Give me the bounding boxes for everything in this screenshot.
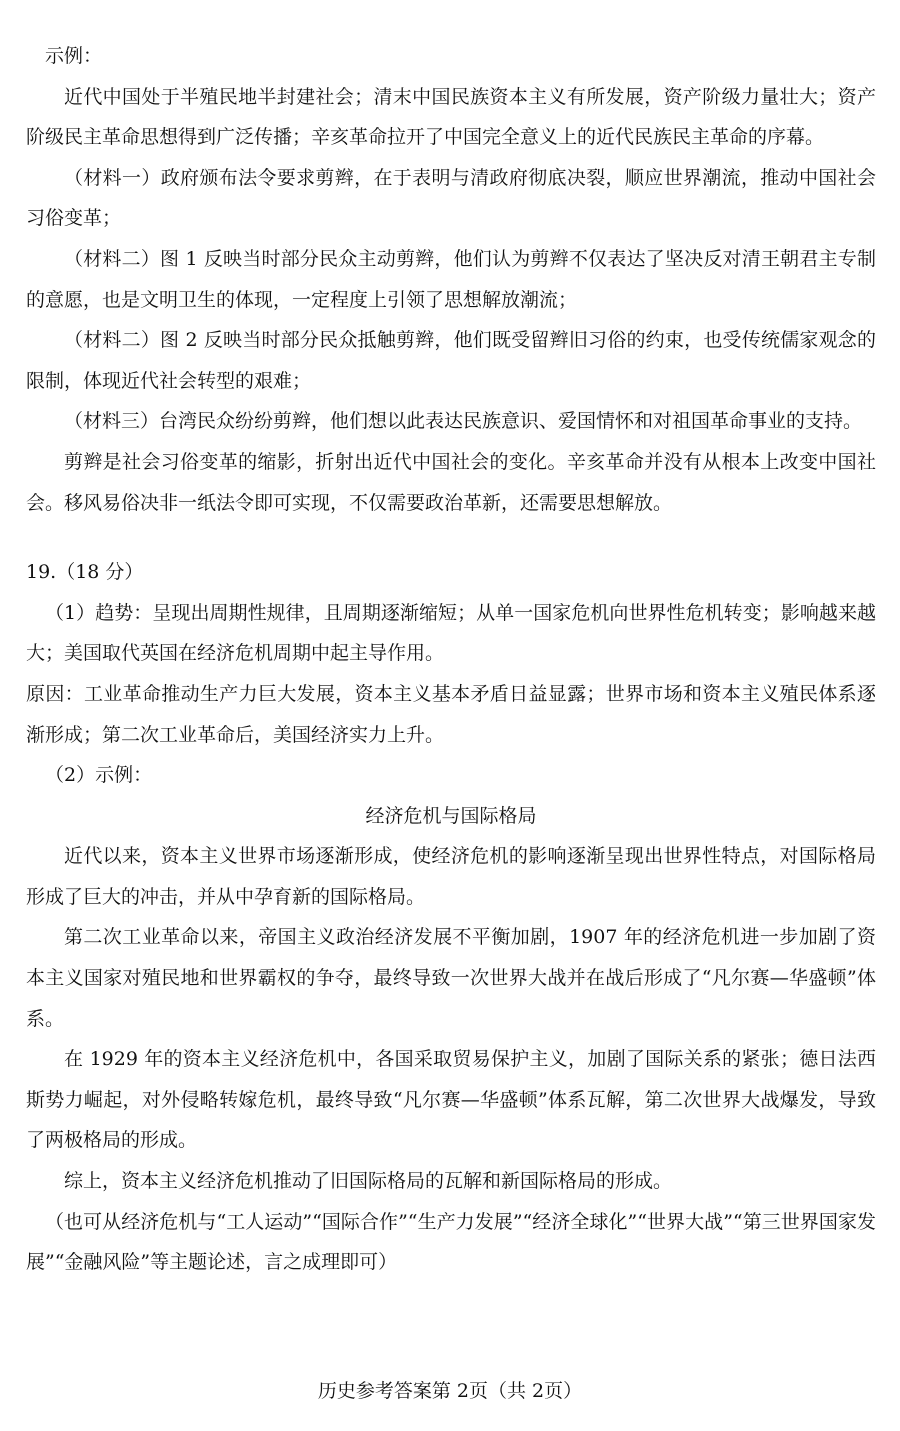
part-2-label: （2）示例：	[45, 764, 153, 787]
section-gap	[26, 523, 876, 552]
essay-note: （也可从经济危机与“工人运动”“国际合作”“生产力发展”“经济全球化”“世界大战”“第三世界国家发展”“金融风险”等主题论述，言之成理即可）	[26, 1210, 876, 1274]
example-label: 示例：	[45, 45, 103, 67]
material-two-figure-2-paragraph: （材料二）图 2 反映当时部分民众抵触剪辫，他们既受留辫旧习俗的约束，也受传统儒家观念的限制，体现近代社会转型的艰难；	[26, 329, 876, 392]
answer-page-body	[26, 36, 876, 1283]
page-footer: 历史参考答案第 2页（共 2页）	[317, 1380, 583, 1402]
essay-paragraph-4: 综上，资本主义经济危机推动了旧国际格局的瓦解和新国际格局的形成。	[64, 1170, 673, 1193]
conclusion-paragraph: 剪辫是社会习俗变革的缩影，折射出近代中国社会的变化。辛亥革命并没有从根本上改变中国社会。移风易俗决非一纸法令即可实现，不仅需要政治革新，还需要思想解放。	[26, 450, 876, 514]
essay-paragraph-3: 在 1929 年的资本主义经济危机中，各国采取贸易保护主义，加剧了国际关系的紧张；德日法西斯势力崛起，对外侵略转嫁危机，最终导致“凡尔赛—华盛顿”体系瓦解，第二次世界大战爆发，导致了两极格局的形成。	[26, 1048, 876, 1152]
material-three-paragraph: （材料三）台湾民众纷纷剪辫，他们想以此表达民族意识、爱国情怀和对祖国革命事业的支持。	[64, 410, 863, 433]
question-19-heading: 19.（18 分）	[26, 561, 144, 584]
essay-title: 经济危机与国际格局	[365, 804, 537, 827]
part-1-trend: （1）趋势：呈现出周期性规律，且周期逐渐缩短；从单一国家危机向世界性危机转变；影响越来越大；美国取代英国在经济危机周期中起主导作用。	[26, 601, 876, 665]
essay-paragraph-1: 近代以来，资本主义世界市场逐渐形成，使经济危机的影响逐渐呈现出世界性特点，对国际格局形成了巨大的冲击，并从中孕育新的国际格局。	[26, 845, 876, 908]
essay-paragraph-2: 第二次工业革命以来，帝国主义政治经济发展不平衡加剧，1907 年的经济危机进一步加剧了资本主义国家对殖民地和世界霸权的争夺，最终导致一次世界大战并在战后形成了“凡尔赛—华盛顿”体系。	[26, 926, 876, 1030]
material-one-paragraph: （材料一）政府颁布法令要求剪辫，在于表明与清政府彻底决裂，顺应世界潮流，推动中国社会习俗变革；	[26, 166, 876, 230]
intro-paragraph: 近代中国处于半殖民地半封建社会；清末中国民族资本主义有所发展，资产阶级力量壮大；资产阶级民主革命思想得到广泛传播；辛亥革命拉开了中国完全意义上的近代民族民主革命的序幕。	[26, 85, 876, 149]
part-1-reason: 原因：工业革命推动生产力巨大发展，资本主义基本矛盾日益显露；世界市场和资本主义殖民体系逐渐形成；第二次工业革命后，美国经济实力上升。	[26, 682, 876, 746]
material-two-figure-1-paragraph: （材料二）图 1 反映当时部分民众主动剪辫，他们认为剪辫不仅表达了坚决反对清王朝君主专制的意愿，也是文明卫生的体现，一定程度上引领了思想解放潮流；	[26, 247, 876, 311]
